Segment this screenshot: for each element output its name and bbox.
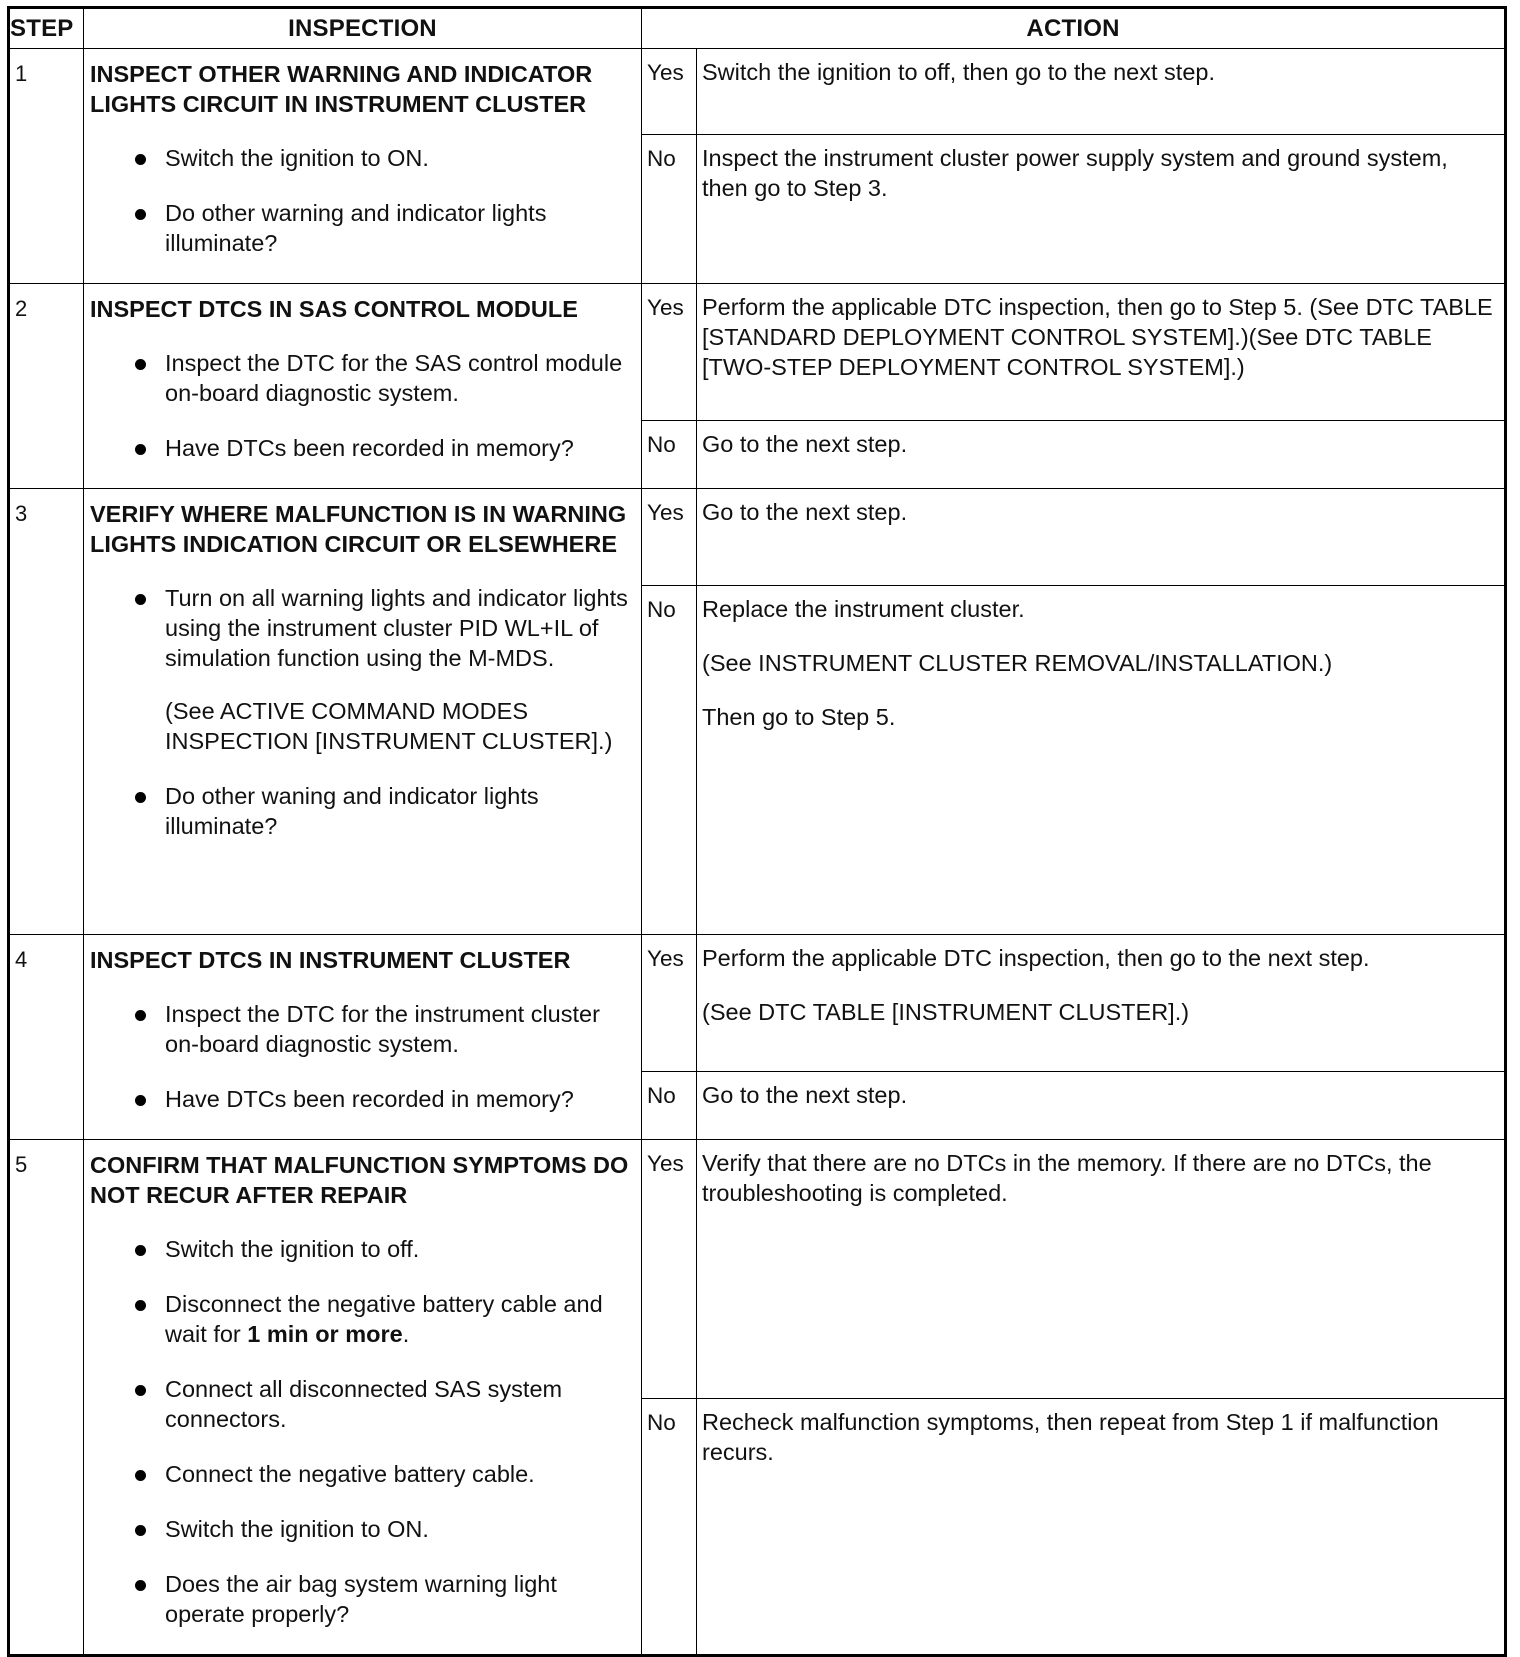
bullet-icon <box>135 1245 146 1256</box>
bullet-item: Inspect the DTC for the SAS control module on-board diagnostic system. <box>90 348 633 408</box>
bullet-icon <box>135 594 146 605</box>
step-title: CONFIRM THAT MALFUNCTION SYMPTOMS DO NOT RECUR AFTER REPAIR <box>90 1152 629 1208</box>
step-number: 4 <box>9 935 84 1140</box>
bullet-icon <box>135 1095 146 1106</box>
reference-note: (See ACTIVE COMMAND MODES INSPECTION [INSTRUMENT CLUSTER].) <box>165 698 613 754</box>
no-label: No <box>642 586 697 935</box>
yes-action: Verify that there are no DTCs in the memory. If there are no DTCs, the troubleshooting is completed. <box>697 1140 1506 1399</box>
yes-label: Yes <box>642 49 697 135</box>
yes-action: Perform the applicable DTC inspection, then go to the next step. (See DTC TABLE [INSTRUMENT CLUSTER].) <box>697 935 1506 1072</box>
bullet-item: Do other warning and indicator lights illuminate? <box>90 198 633 258</box>
step-1-yes-row <box>9 49 1506 135</box>
bullet-icon <box>135 1385 146 1396</box>
step-2-yes-row <box>9 284 1506 421</box>
step-title: INSPECT DTCS IN INSTRUMENT CLUSTER <box>90 947 571 973</box>
bullet-icon <box>135 209 146 220</box>
step-number: 2 <box>9 284 84 489</box>
step-5-inspection <box>84 1140 642 1656</box>
no-action: Replace the instrument cluster. (See INSTRUMENT CLUSTER REMOVAL/INSTALLATION.) Then go to Step 5. <box>697 586 1506 935</box>
no-action: Go to the next step. <box>697 1071 1506 1139</box>
bullet-item: Does the air bag system warning light operate properly? <box>90 1569 633 1629</box>
header-row <box>9 8 1506 49</box>
bullet-icon <box>135 1300 146 1311</box>
no-label: No <box>642 421 697 489</box>
bullet-icon <box>135 359 146 370</box>
yes-action: Go to the next step. <box>697 489 1506 586</box>
bullet-item: Switch the ignition to ON. <box>90 143 633 173</box>
no-label: No <box>642 1071 697 1139</box>
step-2-inspection <box>84 284 642 489</box>
yes-label: Yes <box>642 1140 697 1399</box>
bullet-icon <box>135 1010 146 1021</box>
step-3-yes-row <box>9 489 1506 586</box>
bullet-item: Have DTCs been recorded in memory? <box>90 433 633 463</box>
no-action: Recheck malfunction symptoms, then repeat from Step 1 if malfunction recurs. <box>697 1398 1506 1655</box>
bullet-item: Disconnect the negative battery cable and wait for 1 min or more. <box>90 1289 633 1349</box>
yes-action: Switch the ignition to off, then go to the next step. <box>697 49 1506 135</box>
step-5-yes-row <box>9 1140 1506 1399</box>
bullet-icon <box>135 154 146 165</box>
step-title: VERIFY WHERE MALFUNCTION IS IN WARNING LIGHTS INDICATION CIRCUIT OR ELSEWHERE <box>90 501 627 557</box>
bullet-icon <box>135 444 146 455</box>
bullet-icon <box>135 1580 146 1591</box>
bullet-icon <box>135 1470 146 1481</box>
bullet-item: Switch the ignition to ON. <box>90 1514 633 1544</box>
wait-time: 1 min or more <box>247 1321 403 1347</box>
step-3-inspection <box>84 489 642 935</box>
yes-label: Yes <box>642 935 697 1072</box>
yes-action: Perform the applicable DTC inspection, then go to Step 5. (See DTC TABLE [STANDARD DEPLOYMENT CONTROL SYSTEM].)(See DTC TABLE [TWO-STEP DEPLOYMENT CONTROL SYSTEM].) <box>697 284 1506 421</box>
diagnostic-table <box>7 6 1507 1657</box>
step-title: INSPECT OTHER WARNING AND INDICATOR LIGHTS CIRCUIT IN INSTRUMENT CLUSTER <box>90 61 593 117</box>
no-label: No <box>642 1398 697 1655</box>
bullet-item: Connect all disconnected SAS system connectors. <box>90 1374 633 1434</box>
no-action: Go to the next step. <box>697 421 1506 489</box>
bullet-icon <box>135 792 146 803</box>
bullet-item: Have DTCs been recorded in memory? <box>90 1084 633 1114</box>
bullet-item: Connect the negative battery cable. <box>90 1459 633 1489</box>
no-action: Inspect the instrument cluster power supply system and ground system, then go to Step 3. <box>697 135 1506 284</box>
header-step: STEP <box>9 8 84 49</box>
step-number: 5 <box>9 1140 84 1656</box>
step-4-yes-row <box>9 935 1506 1072</box>
step-title: INSPECT DTCS IN SAS CONTROL MODULE <box>90 296 578 322</box>
bullet-item: Inspect the DTC for the instrument cluster on-board diagnostic system. <box>90 999 633 1059</box>
bullet-icon <box>135 1525 146 1536</box>
yes-label: Yes <box>642 284 697 421</box>
bullet-item: Turn on all warning lights and indicator lights using the instrument cluster PID WL+IL of simulation function using the M-MDS. <box>90 583 633 673</box>
bullet-item: Do other waning and indicator lights illuminate? <box>90 781 633 841</box>
step-number: 3 <box>9 489 84 935</box>
yes-label: Yes <box>642 489 697 586</box>
header-inspection: INSPECTION <box>84 8 642 49</box>
header-action: ACTION <box>642 8 1506 49</box>
no-label: No <box>642 135 697 284</box>
step-number: 1 <box>9 49 84 284</box>
step-4-inspection <box>84 935 642 1140</box>
step-1-inspection <box>84 49 642 284</box>
bullet-item: Switch the ignition to off. <box>90 1234 633 1264</box>
